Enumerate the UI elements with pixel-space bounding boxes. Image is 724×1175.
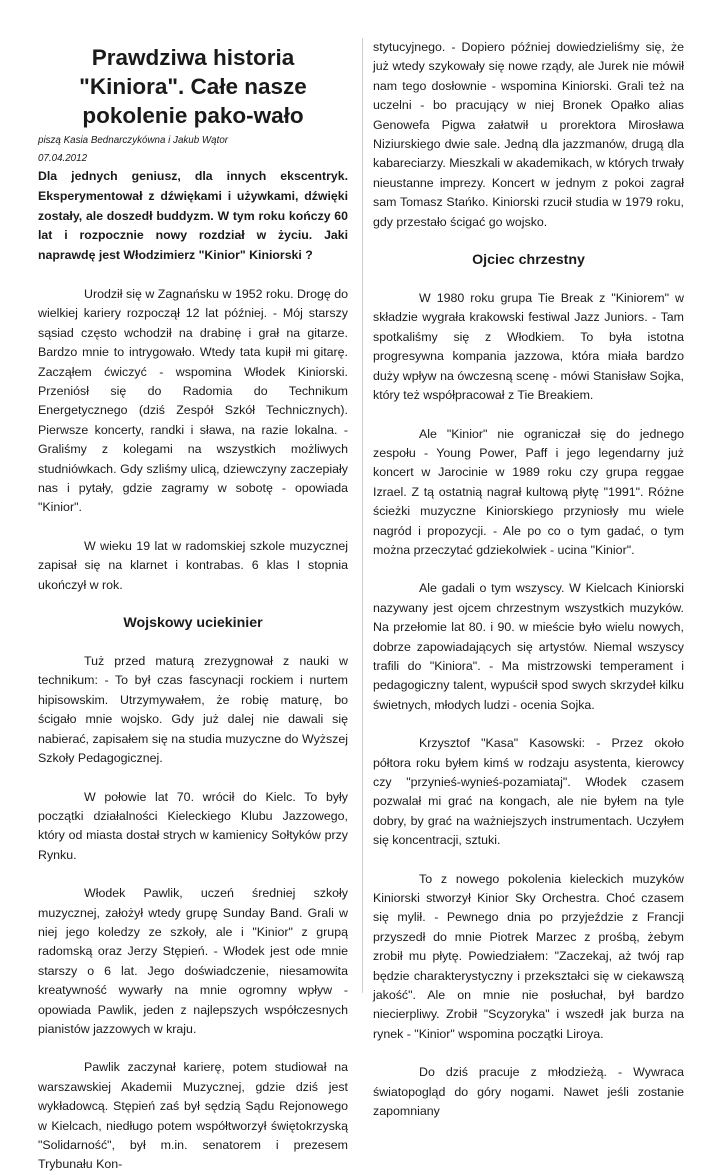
section-heading: Ojciec chrzestny: [472, 252, 585, 269]
paragraph: W połowie lat 70. wrócił do Kielc. To były początki działalności Kieleckiego Klubu Jazzowego, który od miasta dostał strych w kamienicy Sołtyków przy Rynku.: [38, 789, 348, 862]
paragraph: Krzysztof "Kasa" Kasowski: - Przez około półtora roku byłem kimś w rodzaju asystenta, kierowcy czy "przynieś-wynieś-pozamiataj". Włodek czasem pozwalał mi grać na kongach, ale nie byłem na tyle dobry, by grać na ważniejszych instrumentach. Uczyłem się koncentracji, sztuki.: [373, 736, 684, 848]
paragraph: Włodek Pawlik, uczeń średniej szkoły muzycznej, założył wtedy grupę Sunday Band. Grali w niej jego koledzy ze szkoły, ale i "Kinior" z grupą radomską oraz Jerzy Stępień. - Włodek jest ode mnie starszy o 6 lat. Jego doświadczenie, niesamowita kreatywność wywarły na mnie ogromny wpływ - opowiada Pawlik, jeden z najlepszych współczesnych pianistów jazzowych w kraju.: [38, 886, 348, 1036]
paragraph: W wieku 19 lat w radomskiej szkole muzycznej zapisał się na klarnet i kontrabas. 6 klas I stopnia ukończył w rok.: [38, 538, 348, 592]
right-column: [373, 38, 684, 1122]
paragraph: To z nowego pokolenia kieleckich muzyków Kiniorski stworzył Kinior Sky Orchestra. Choć czasem się mylił. - Pewnego dnia po przyjeździe z Francji przyszedł do mnie Piotrek Marzec z prośbą, żebym zrobił mu płytę. Powiedziałem: "Zaczekaj, aż twój rap będzie charakterystyczny i przekształci się w ciekawszą jakość". Ale on mnie nie posłuchał, był bardzo niecierpliwy. Zrobił "Scyzoryka" i wszedł jak burza na rynek - "Kinior" wspomina początki Liroya.: [373, 871, 684, 1041]
column-divider: [362, 38, 363, 993]
left-column: [38, 38, 348, 1175]
section-heading: Wojskowy uciekinier: [123, 615, 263, 632]
paragraph: stytucyjnego. - Dopiero później dowiedzieliśmy się, że już wtedy szykowały się nowe rządy, ale Jurek nie mówił nam tego dosłownie - wspomina Kiniorski. Grali też na uczelni - bo pracujący w niej Bronek Opałko alias Genowefa Pigwa załatwił u prorektora Mirosława Niziurskiego dwie sale. Jedną dla jazzmanów, drugą dla kabareciarzy. Mieszkali w akademikach, w których trwały nieustanne imprezy. Koncert w jednym z pokoi zagrał sam Tomasz Stańko. Kiniorski rzucił studia w 1979 roku, gdy przestało ścigać go wojsko.: [373, 40, 685, 229]
article-title: Prawdziwa historia "Kiniora". Całe nasze pokolenie pako-wało: [79, 45, 307, 128]
article-lead: Dla jednych geniusz, dla innych ekscentryk. Eksperymentował z dźwiękami i używkami, dźwięki zostały, ale doszedł buddyzm. W tym roku kończy 60 lat i rozpocznie nowy rozdział w życiu. Jaki naprawdę jest Włodzimierz "Kinior" Kiniorski ?: [38, 169, 348, 263]
paragraph: Pawlik zaczynał karierę, potem studiował na warszawskiej Akademii Muzycznej, gdzie dziś jest wykładowcą. Stępień zaś był sędzią Sądu Rejonowego w Kielcach, niedługo potem współtworzył świętokrzyską "Solidarność", był m.in. senatorem i prezesem Trybunału Kon-: [38, 1060, 348, 1172]
paragraph: Ale gadali o tym wszyscy. W Kielcach Kiniorski nazywany jest ojcem chrzestnym wszystkich muzyków. Na przełomie lat 80. i 90. w mieście było wielu nowych, dobrze zapowiadających się artystów. Niemal wszyscy trafili do "Kiniora". - Ma mistrzowski temperament i pedagogiczny talent, wypuścił spod swych skrzydeł kilku świetnych, młodych ludzi - ocenia Sojka.: [373, 581, 684, 712]
paragraph: Tuż przed maturą zrezygnował z nauki w technikum: - To był czas fascynacji rockiem i nurtem hipisowskim. Utrzymywałem, że robię maturę, bo ścigało mnie wojsko. Gdy już dalej nie dawali się nabierać, zapisałem się na studia muzyczne do Wyższej Szkoły Pedagogicznej.: [38, 654, 348, 766]
paragraph: Do dziś pracuje z młodzieżą. - Wywraca światopogląd do góry nogami. Nawet jeśli zostanie zapomniany: [373, 1065, 684, 1119]
byline: piszą Kasia Bednarczykówna i Jakub Wątor: [38, 135, 229, 146]
paragraph: Ale "Kinior" nie ograniczał się do jednego zespołu - Young Power, Paff i jego legendarny już koncert w Jarocinie w 1989 roku czy grupa reggae Izrael. Z tą ostatnią nagrał kultową płytę "1991". Różne ścieżki muzyczne Kiniorskiego przyniosły mu wiele nagród i propozycji. - Ale po co o tym gadać, o tym można przeczytać gdziekolwiek - ucina "Kinior".: [373, 426, 684, 557]
publish-date: 07.04.2012: [38, 153, 88, 164]
paragraph: Urodził się w Zagnańsku w 1952 roku. Drogę do wielkiej kariery rozpoczął 12 lat później. - Mój starszy sąsiad często wchodził na drabinę i grał na gitarze. Bardzo mnie to intrygowało. Wtedy tata kupił mi gitarę. Zacząłem ćwiczyć - wspomina Włodek Kiniorski. Przeniósł się do Radomia do Technikum Energetycznego (dziś Zespół Szkół Technicznych). Pierwsze koncerty, randki i sława, na razie lokalna. - Graliśmy z kolegami na wszystkich możliwych studniówkach. Gdy szliśmy ulicą, dziewczyny zaczepiały nas i pytały, gdzie zagramy w sobotę - opowiada "Kinior".: [38, 286, 348, 515]
paragraph: W 1980 roku grupa Tie Break z "Kiniorem" w składzie wygrała krakowski festiwal Jazz Juniors. - Tam spotkaliśmy się z Włodkiem. To była istotna progresywna kompania jazzowa, która miała bardzo duży wpływ na ówczesną scenę - mówi Stanisław Sojka, który też współpracował z Tie Breakiem.: [373, 291, 684, 403]
